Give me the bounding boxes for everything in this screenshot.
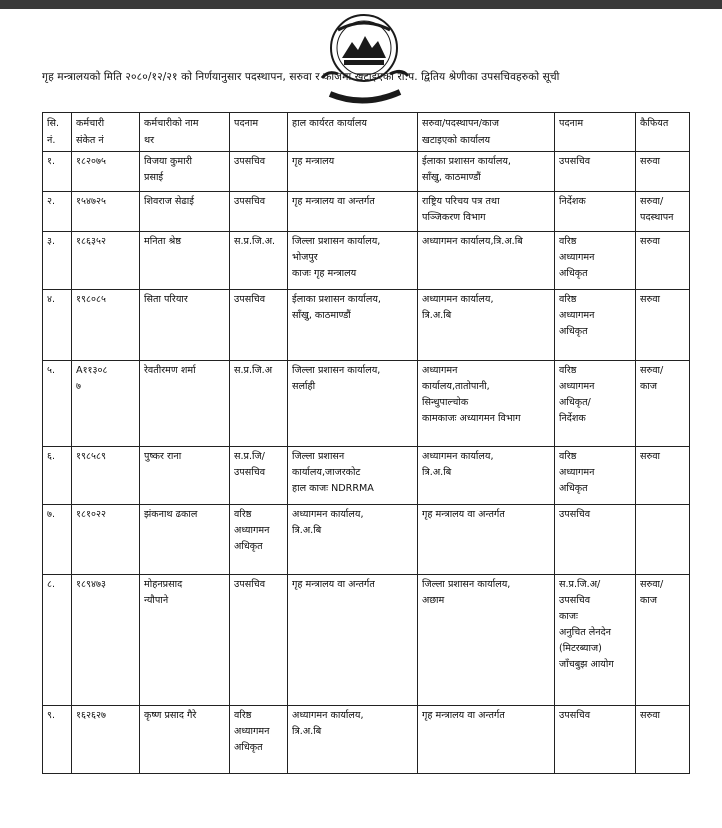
cell-current xyxy=(288,575,418,706)
cell-line: उपसचिव xyxy=(559,710,591,721)
cell-line: १५४७२५ xyxy=(76,196,106,207)
cell-line: गृह मन्त्रालय वा अन्तर्गत xyxy=(292,196,375,207)
cell-line: अध्यागमन कार्यालय, xyxy=(292,509,364,520)
table-header-row xyxy=(43,113,690,152)
cell-line: खटाइएको कार्यालय xyxy=(422,135,491,146)
cell-line: काज xyxy=(640,595,657,606)
cell-new-post xyxy=(555,290,636,361)
cell-line: अध्यागमन कार्यालय, xyxy=(422,294,494,305)
cell-new-post xyxy=(555,192,636,232)
cell-line: अनुचित लेनदेन xyxy=(559,627,611,638)
cell-line: सिन्धुपाल्चोक xyxy=(422,397,469,408)
cell-new-post xyxy=(555,152,636,192)
cell-line: अध्यागमन xyxy=(559,252,595,263)
cell-line: ईलाका प्रशासन कार्यालय, xyxy=(422,156,511,167)
cell-name xyxy=(140,232,230,290)
cell-line: पुष्कर राना xyxy=(144,451,182,462)
cell-line: साँखु, काठमाण्डौं xyxy=(292,310,351,321)
cell-sn xyxy=(43,575,72,706)
cell-line: १६२६२७ xyxy=(76,710,106,721)
cell-line: (मिटरब्याज) xyxy=(559,643,602,654)
cell-line: वरिष्ठ xyxy=(234,710,252,721)
cell-line: झंकनाथ ढकाल xyxy=(144,509,198,520)
cell-line: अध्यागमन xyxy=(234,726,270,737)
cell-new-post xyxy=(555,361,636,447)
cell-assigned xyxy=(418,447,555,505)
cell-line: वरिष्ठ xyxy=(559,236,577,247)
cell-post xyxy=(230,706,288,774)
cell-line: १. xyxy=(47,156,56,167)
cell-line: साँखु, काठमाण्डौं xyxy=(422,172,481,183)
column-header xyxy=(72,113,140,152)
cell-line: अधिकृत xyxy=(559,326,588,337)
cell-line: मोहनप्रसाद xyxy=(144,579,183,590)
table-row xyxy=(43,290,690,361)
table-row xyxy=(43,447,690,505)
cell-line: १९८५८९ xyxy=(76,451,106,462)
cell-sn xyxy=(43,192,72,232)
cell-assigned xyxy=(418,575,555,706)
cell-current xyxy=(288,152,418,192)
cell-line: जिल्ला प्रशासन कार्यालय, xyxy=(292,365,381,376)
table-row xyxy=(43,575,690,706)
cell-line: अधिकृत xyxy=(234,742,263,753)
cell-sn xyxy=(43,447,72,505)
cell-new-post xyxy=(555,447,636,505)
cell-line: ३. xyxy=(47,236,56,247)
cell-code xyxy=(72,447,140,505)
cell-code xyxy=(72,505,140,575)
table-row xyxy=(43,505,690,575)
cell-current xyxy=(288,290,418,361)
cell-line: न्यौपाने xyxy=(144,595,169,606)
cell-line: अध्यागमन xyxy=(559,381,595,392)
cell-line: उपसचिव xyxy=(559,595,591,606)
cell-line: मनिता श्रेष्ठ xyxy=(144,236,181,247)
cell-line: प्रसाई xyxy=(144,172,164,183)
cell-line: ५. xyxy=(47,365,56,376)
column-header xyxy=(555,113,636,152)
cell-line: १८९४७३ xyxy=(76,579,106,590)
cell-code xyxy=(72,152,140,192)
cell-line: अध्यागमन xyxy=(234,525,270,536)
cell-line: १९८०८५ xyxy=(76,294,106,305)
cell-line: उपसचिव xyxy=(234,156,266,167)
cell-current xyxy=(288,192,418,232)
cell-line: जाँचबुझ आयोग xyxy=(559,659,614,670)
cell-line: रेवतीरमण शर्मा xyxy=(144,365,196,376)
cell-line: सरुवा xyxy=(640,710,661,721)
table-row xyxy=(43,361,690,447)
table-row xyxy=(43,192,690,232)
cell-line: पदनाम xyxy=(559,118,584,129)
cell-remark xyxy=(636,361,690,447)
cell-line: राष्ट्रिय परिचय पत्र तथा xyxy=(422,196,500,207)
cell-line: विजया कुमारी xyxy=(144,156,193,167)
cell-sn xyxy=(43,152,72,192)
cell-name xyxy=(140,505,230,575)
cell-line: उपसचिव xyxy=(234,294,266,305)
cell-line: अछाम xyxy=(422,595,445,606)
cell-remark xyxy=(636,575,690,706)
cell-line: त्रि.अ.बि xyxy=(292,726,322,737)
cell-code xyxy=(72,575,140,706)
cell-remark xyxy=(636,232,690,290)
column-header xyxy=(230,113,288,152)
cell-line: अधिकृत/ xyxy=(559,397,591,408)
cell-line: कामकाजः अध्यागमन विभाग xyxy=(422,413,521,424)
cell-post xyxy=(230,447,288,505)
cell-line: A११३०८ xyxy=(76,365,108,376)
cell-current xyxy=(288,447,418,505)
cell-new-post xyxy=(555,232,636,290)
cell-line: कार्यालय,तातोपानी, xyxy=(422,381,490,392)
cell-new-post xyxy=(555,706,636,774)
cell-post xyxy=(230,192,288,232)
cell-name xyxy=(140,152,230,192)
cell-remark xyxy=(636,152,690,192)
cell-line: अध्यागमन xyxy=(559,467,595,478)
cell-line: अध्यागमन कार्यालय, xyxy=(422,451,494,462)
cell-line: अध्यागमन कार्यालय,त्रि.अ.बि xyxy=(422,236,523,247)
cell-line: सर्लाही xyxy=(292,381,316,392)
cell-name xyxy=(140,575,230,706)
cell-line: सि. xyxy=(47,118,60,129)
cell-line: त्रि.अ.बि xyxy=(292,525,322,536)
cell-line: स.प्र.जि.अ. xyxy=(234,236,276,247)
cell-line: १८२०७५ xyxy=(76,156,106,167)
cell-sn xyxy=(43,505,72,575)
cell-line: वरिष्ठ xyxy=(559,365,577,376)
cell-line: सरुवा xyxy=(640,451,661,462)
cell-code xyxy=(72,706,140,774)
cell-line: ७. xyxy=(47,509,56,520)
ministry-seal-emblem xyxy=(308,8,420,112)
cell-line: सरुवा/ xyxy=(640,196,664,207)
cell-line: हाल कार्यरत कार्यालय xyxy=(292,118,367,129)
column-header xyxy=(636,113,690,152)
cell-line: ७ xyxy=(76,381,81,392)
cell-line: संकेत नं xyxy=(76,135,104,146)
cell-line: कार्यालय,जाजरकोट xyxy=(292,467,361,478)
cell-line: पञ्जिकरण विभाग xyxy=(422,212,486,223)
cell-line: ९. xyxy=(47,710,56,721)
cell-line: सरुवा xyxy=(640,156,661,167)
column-header xyxy=(288,113,418,152)
cell-line: सरुवा/ xyxy=(640,365,664,376)
cell-line: ईलाका प्रशासन कार्यालय, xyxy=(292,294,381,305)
cell-line: कृष्ण प्रसाद गैरे xyxy=(144,710,197,721)
cell-line: काज xyxy=(640,381,657,392)
cell-line: १८१०२२ xyxy=(76,509,106,520)
table-row xyxy=(43,232,690,290)
cell-line: थर xyxy=(144,135,155,146)
cell-code xyxy=(72,361,140,447)
cell-line: वरिष्ठ xyxy=(559,294,577,305)
cell-name xyxy=(140,361,230,447)
cell-line: कर्मचारी xyxy=(76,118,105,129)
cell-sn xyxy=(43,706,72,774)
cell-name xyxy=(140,192,230,232)
cell-remark xyxy=(636,447,690,505)
cell-post xyxy=(230,505,288,575)
cell-line: त्रि.अ.बि xyxy=(422,310,452,321)
cell-assigned xyxy=(418,361,555,447)
document-title: गृह मन्त्रालयको मिति २०८०/१२/२१ को निर्णयानुसार पदस्थापन, सरुवा र काजमा खटाइएका रा.प. द्वितिय श्रेणीका उपसचिवहरुको सूची xyxy=(42,71,560,83)
cell-line: अध्यागमन xyxy=(559,310,595,321)
cell-code xyxy=(72,290,140,361)
cell-line: १८६३५२ xyxy=(76,236,106,247)
cell-current xyxy=(288,706,418,774)
officer-transfer-table xyxy=(42,112,690,774)
cell-current xyxy=(288,232,418,290)
cell-new-post xyxy=(555,505,636,575)
cell-line: वरिष्ठ xyxy=(234,509,252,520)
cell-remark xyxy=(636,192,690,232)
cell-name xyxy=(140,290,230,361)
cell-line: सरुवा/पदस्थापन/काज xyxy=(422,118,499,129)
cell-line: सरुवा/ xyxy=(640,579,664,590)
cell-line: कैफियत xyxy=(640,118,669,129)
cell-line: ६. xyxy=(47,451,56,462)
cell-line: गृह मन्त्रालय वा अन्तर्गत xyxy=(422,710,505,721)
cell-post xyxy=(230,361,288,447)
cell-remark xyxy=(636,505,690,575)
cell-code xyxy=(72,232,140,290)
cell-assigned xyxy=(418,706,555,774)
cell-line: उपसचिव xyxy=(234,579,266,590)
window-top-bar xyxy=(0,0,722,9)
column-header xyxy=(418,113,555,152)
cell-line: अध्यागमन कार्यालय, xyxy=(292,710,364,721)
cell-assigned xyxy=(418,192,555,232)
cell-line: सरुवा xyxy=(640,236,661,247)
cell-line: गृह मन्त्रालय वा अन्तर्गत xyxy=(422,509,505,520)
cell-line: सिता परियार xyxy=(144,294,188,305)
cell-current xyxy=(288,361,418,447)
cell-line: अधिकृत xyxy=(559,268,588,279)
cell-line: गृह मन्त्रालय xyxy=(292,156,335,167)
cell-name xyxy=(140,706,230,774)
table-body xyxy=(43,152,690,774)
cell-line: जिल्ला प्रशासन कार्यालय, xyxy=(422,579,511,590)
cell-line: भोजपुर xyxy=(292,252,318,263)
column-header xyxy=(140,113,230,152)
cell-assigned xyxy=(418,232,555,290)
cell-post xyxy=(230,575,288,706)
cell-line: हाल काजः NDRRMA xyxy=(292,483,374,494)
cell-line: जिल्ला प्रशासन कार्यालय, xyxy=(292,236,381,247)
cell-line: सरुवा xyxy=(640,294,661,305)
cell-new-post xyxy=(555,575,636,706)
cell-remark xyxy=(636,290,690,361)
cell-line: निर्देशक xyxy=(559,413,586,424)
cell-line: अध्यागमन xyxy=(422,365,458,376)
cell-line: स.प्र.जि.अ/ xyxy=(559,579,601,590)
cell-line: उपसचिव xyxy=(234,467,266,478)
cell-sn xyxy=(43,232,72,290)
cell-assigned xyxy=(418,290,555,361)
cell-assigned xyxy=(418,152,555,192)
cell-assigned xyxy=(418,505,555,575)
cell-current xyxy=(288,505,418,575)
cell-line: अधिकृत xyxy=(559,483,588,494)
cell-line: उपसचिव xyxy=(559,509,591,520)
cell-line: शिवराज सेढाई xyxy=(144,196,195,207)
cell-post xyxy=(230,232,288,290)
cell-line: अधिकृत xyxy=(234,541,263,552)
cell-line: पदनाम xyxy=(234,118,259,129)
cell-line: स.प्र.जि/ xyxy=(234,451,265,462)
cell-line: स.प्र.जि.अ xyxy=(234,365,273,376)
cell-line: त्रि.अ.बि xyxy=(422,467,452,478)
cell-line: काजः xyxy=(559,611,578,622)
table-row xyxy=(43,152,690,192)
cell-line: वरिष्ठ xyxy=(559,451,577,462)
cell-line: नं. xyxy=(47,135,56,146)
cell-sn xyxy=(43,290,72,361)
cell-line: २. xyxy=(47,196,56,207)
cell-post xyxy=(230,152,288,192)
cell-line: उपसचिव xyxy=(559,156,591,167)
cell-line: ४. xyxy=(47,294,56,305)
table-row xyxy=(43,706,690,774)
column-header xyxy=(43,113,72,152)
cell-remark xyxy=(636,706,690,774)
cell-line: पदस्थापन xyxy=(640,212,674,223)
cell-line: निर्देशक xyxy=(559,196,586,207)
cell-name xyxy=(140,447,230,505)
cell-line: गृह मन्त्रालय वा अन्तर्गत xyxy=(292,579,375,590)
cell-line: ८. xyxy=(47,579,56,590)
cell-line: कर्मचारीको नाम xyxy=(144,118,199,129)
cell-line: जिल्ला प्रशासन xyxy=(292,451,345,462)
cell-code xyxy=(72,192,140,232)
cell-line: उपसचिव xyxy=(234,196,266,207)
cell-post xyxy=(230,290,288,361)
cell-sn xyxy=(43,361,72,447)
cell-line: काजः गृह मन्त्रालय xyxy=(292,268,357,279)
